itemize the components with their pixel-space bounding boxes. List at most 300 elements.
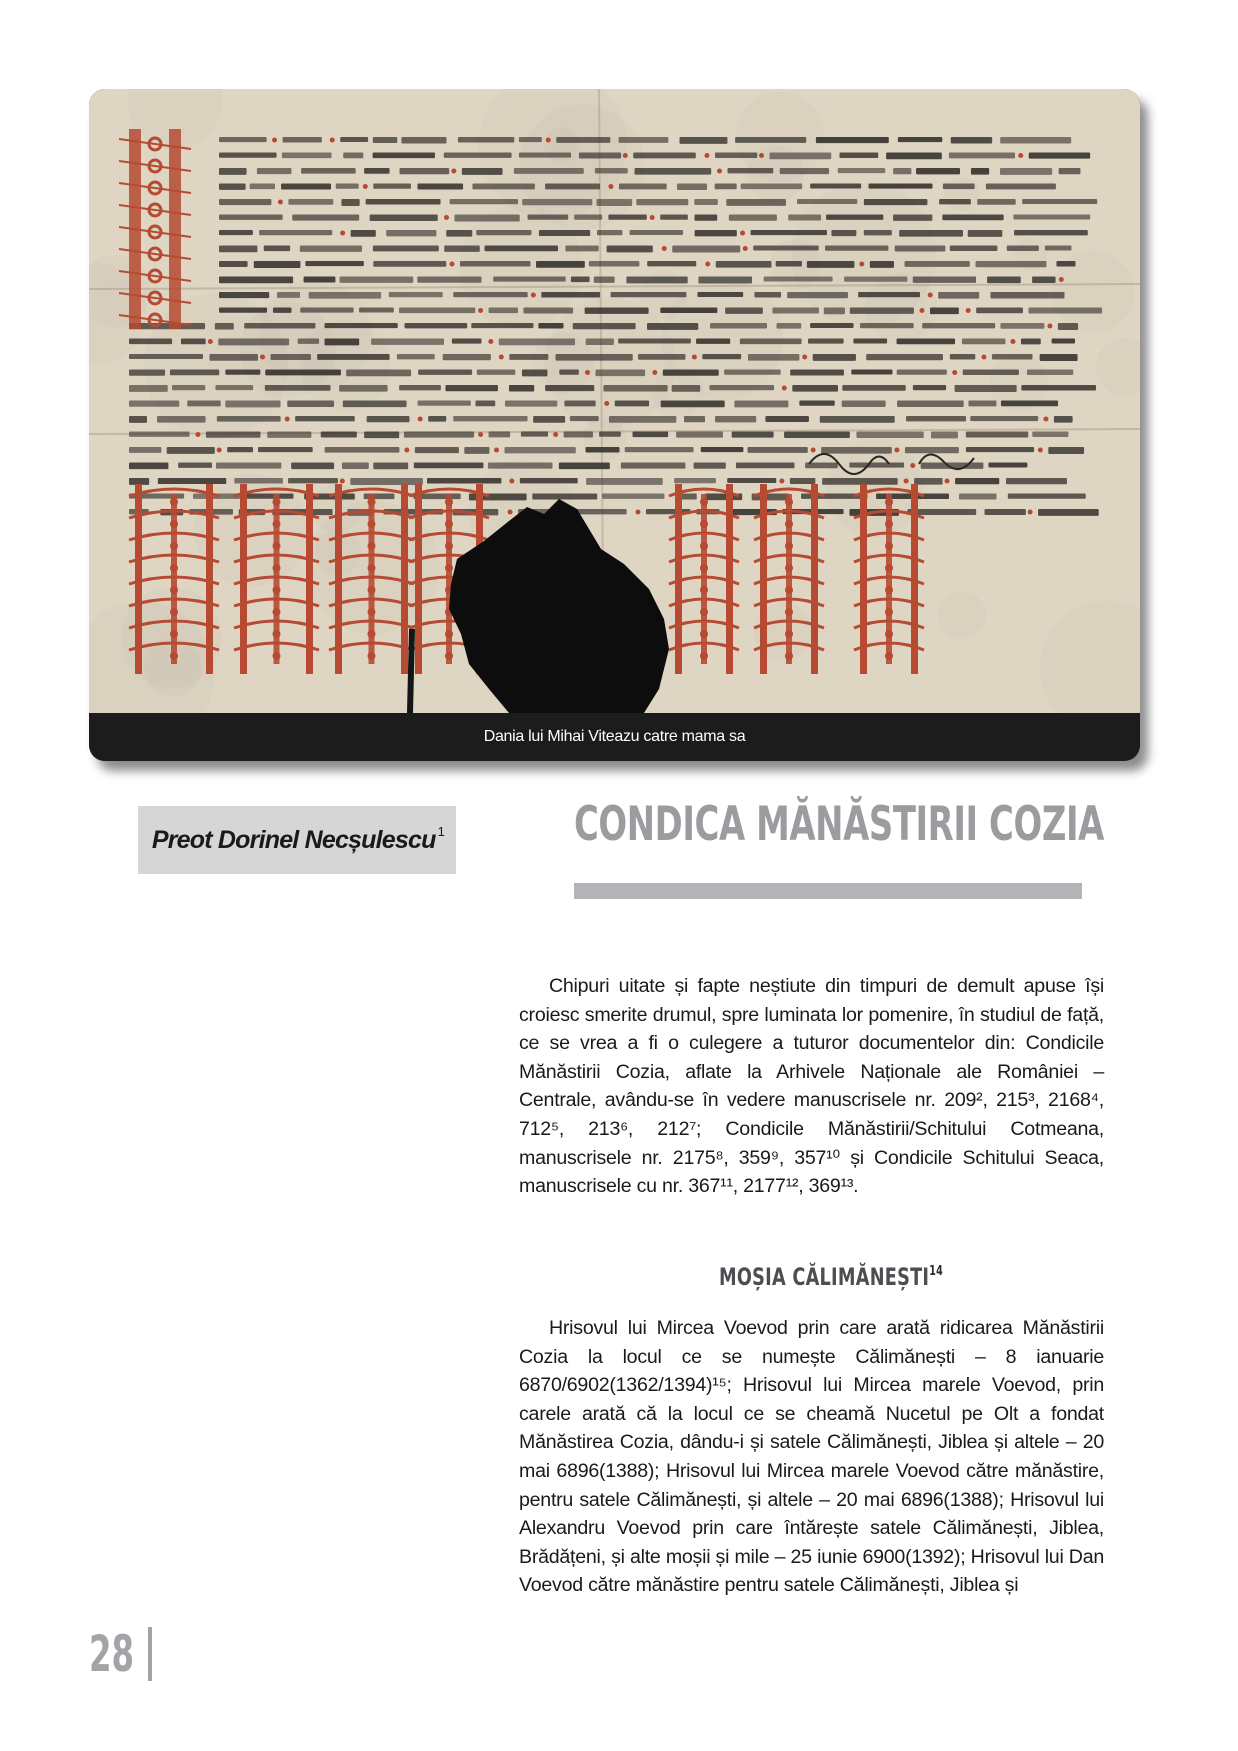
red-punctuation <box>966 308 971 313</box>
script-word <box>1001 401 1058 407</box>
script-word <box>539 230 590 236</box>
red-punctuation <box>340 231 345 236</box>
script-word <box>611 292 687 297</box>
red-punctuation <box>418 417 423 422</box>
red-punctuation <box>330 138 335 143</box>
script-word <box>966 447 1034 452</box>
script-word <box>638 354 685 360</box>
monogram-dot <box>785 498 793 506</box>
script-word <box>602 494 664 499</box>
script-word <box>504 447 575 453</box>
script-word <box>893 168 911 174</box>
monogram-dot <box>785 542 793 550</box>
script-word <box>458 137 514 143</box>
script-word <box>663 370 719 376</box>
monogram-dot <box>700 608 708 616</box>
script-word <box>364 168 389 174</box>
script-word <box>905 447 959 453</box>
script-word <box>619 184 667 190</box>
red-punctuation <box>608 184 613 189</box>
script-word <box>499 339 575 346</box>
script-word <box>955 478 999 484</box>
red-punctuation <box>285 417 290 422</box>
script-word <box>1021 385 1096 390</box>
script-word <box>930 308 959 315</box>
monogram-dot <box>885 608 893 616</box>
monogram-stem <box>701 494 707 664</box>
script-word <box>399 308 475 314</box>
script-word <box>955 385 1017 392</box>
red-punctuation <box>811 448 816 453</box>
red-punctuation <box>478 308 483 313</box>
script-word <box>916 168 960 174</box>
script-word <box>897 339 955 345</box>
monogram-dot <box>170 498 178 506</box>
script-word <box>336 184 359 189</box>
script-word <box>417 184 463 190</box>
script-word <box>1008 494 1086 499</box>
script-word <box>417 277 481 283</box>
script-word <box>523 308 573 314</box>
script-word <box>129 385 168 392</box>
red-punctuation <box>478 432 483 437</box>
script-word <box>734 401 788 408</box>
monogram-dot <box>785 608 793 616</box>
script-word <box>677 184 707 190</box>
monogram-dot <box>273 520 281 528</box>
script-word <box>808 339 844 344</box>
script-word <box>660 308 717 313</box>
script-word <box>609 416 676 423</box>
monogram-dot <box>885 564 893 572</box>
script-word <box>1054 416 1073 423</box>
monogram-dot <box>368 564 376 572</box>
script-word <box>913 385 946 390</box>
script-word <box>341 199 359 206</box>
script-word <box>522 199 592 205</box>
script-word <box>295 416 355 421</box>
script-word <box>129 416 147 423</box>
script-word <box>373 261 446 267</box>
script-word <box>725 308 763 314</box>
script-word <box>943 184 975 190</box>
script-word <box>820 416 895 423</box>
script-word <box>661 401 725 408</box>
script-word <box>672 385 701 392</box>
script-word <box>810 184 861 189</box>
script-word <box>1027 370 1073 375</box>
script-word <box>471 323 533 328</box>
monogram-dot <box>273 630 281 638</box>
script-word <box>618 339 691 344</box>
script-word <box>216 463 281 469</box>
article-title: CONDICA MĂNĂSTIRII COZIA <box>574 797 1104 852</box>
page-number: 28 <box>89 1625 135 1683</box>
script-word <box>452 339 482 344</box>
script-word <box>343 401 407 408</box>
script-word <box>453 416 527 421</box>
script-word <box>350 478 423 485</box>
monogram-dot <box>170 586 178 594</box>
script-word <box>475 401 495 407</box>
script-word <box>219 277 293 284</box>
script-word <box>210 354 258 361</box>
script-word <box>765 416 808 422</box>
script-word <box>1028 308 1102 314</box>
monogram-stem <box>369 494 375 664</box>
script-word <box>1059 168 1081 174</box>
red-punctuation <box>494 448 499 453</box>
author-name-text: Preot Dorinel Necșulescu <box>151 826 436 854</box>
script-word <box>709 385 774 390</box>
script-word <box>950 246 998 251</box>
script-word <box>399 385 441 390</box>
script-word <box>234 478 283 483</box>
script-word <box>899 230 963 237</box>
monogram-dot <box>785 586 793 594</box>
script-word <box>1029 153 1090 159</box>
red-punctuation <box>208 339 213 344</box>
manuscript-figure <box>89 89 1140 761</box>
script-word <box>167 447 215 454</box>
script-word <box>287 401 334 408</box>
script-word <box>860 323 914 328</box>
script-word <box>129 432 190 437</box>
script-word <box>931 432 958 439</box>
script-word <box>694 463 726 469</box>
script-word <box>227 447 253 452</box>
red-punctuation <box>635 510 640 515</box>
script-word <box>698 277 752 284</box>
script-word <box>215 385 253 390</box>
red-punctuation <box>650 215 655 220</box>
script-word <box>519 153 571 158</box>
script-word <box>464 447 489 454</box>
red-punctuation <box>704 153 709 158</box>
script-word <box>1058 323 1078 330</box>
script-word <box>853 339 887 344</box>
monogram-dot <box>885 520 893 528</box>
red-punctuation <box>894 448 899 453</box>
script-word <box>219 184 246 190</box>
script-word <box>541 292 600 298</box>
script-word <box>647 323 698 330</box>
red-punctuation <box>1043 417 1048 422</box>
script-word <box>532 494 597 500</box>
monogram-dot <box>170 630 178 638</box>
script-word <box>444 153 512 158</box>
script-word <box>304 277 336 283</box>
script-word <box>1013 215 1090 220</box>
script-word <box>291 463 334 470</box>
script-word <box>748 354 799 361</box>
red-punctuation <box>910 463 915 468</box>
script-word <box>603 385 667 391</box>
monogram-dot <box>170 564 178 572</box>
monogram-dot <box>445 498 453 506</box>
red-punctuation <box>743 246 748 251</box>
script-word <box>1038 509 1099 516</box>
monogram-stem <box>274 494 280 664</box>
script-word <box>990 292 1064 299</box>
script-word <box>373 184 411 189</box>
script-word <box>373 463 408 470</box>
script-word <box>715 184 737 190</box>
script-word <box>446 230 472 237</box>
script-word <box>586 478 663 485</box>
script-word <box>219 292 269 298</box>
monogram-dot <box>885 652 893 660</box>
script-word <box>170 370 219 376</box>
script-word <box>225 401 280 408</box>
script-word <box>250 184 275 190</box>
script-word <box>462 168 503 175</box>
script-word <box>339 385 387 392</box>
section-heading <box>719 1254 943 1290</box>
script-word <box>445 385 498 391</box>
page-number-divider <box>148 1627 152 1681</box>
script-word <box>949 153 1015 159</box>
script-word <box>729 215 777 221</box>
script-word <box>831 230 856 236</box>
script-word <box>594 277 615 283</box>
script-word <box>129 478 149 485</box>
script-word <box>1022 199 1097 204</box>
script-word <box>897 401 964 408</box>
script-word <box>359 308 394 313</box>
script-word <box>225 370 260 375</box>
script-word <box>776 261 802 267</box>
script-word <box>460 261 530 266</box>
section-footnote: 14 <box>929 1264 944 1279</box>
monogram-dot <box>273 498 281 506</box>
script-word <box>968 401 996 407</box>
script-word <box>400 168 450 174</box>
script-word <box>870 261 894 268</box>
script-word <box>842 385 905 391</box>
script-word <box>824 308 845 315</box>
script-word <box>913 277 976 283</box>
script-word <box>740 339 802 345</box>
script-word <box>373 246 439 252</box>
script-word <box>715 153 757 158</box>
script-word <box>938 292 979 299</box>
red-punctuation <box>759 153 764 158</box>
monogram-dot <box>368 652 376 660</box>
script-word <box>724 370 781 375</box>
script-word <box>244 323 315 328</box>
script-word <box>219 137 267 142</box>
script-word <box>951 137 992 144</box>
monogram-dot <box>273 586 281 594</box>
script-word <box>905 261 970 267</box>
script-word <box>1000 168 1052 175</box>
monogram-dot <box>700 630 708 638</box>
script-word <box>825 246 888 251</box>
script-word <box>790 370 844 376</box>
script-word <box>265 370 341 376</box>
red-punctuation <box>919 308 924 313</box>
script-word <box>129 354 203 359</box>
intro-paragraph: Chipuri uitate și fapte neștiute din timpuri de demult apuse își croiesc smerite drumul, spre luminata lor pomenire, în studiul de față, ce se vrea a fi o culegere a tuturor documentelor din: Condicile Mănăstirii Cozia, aflate la Arhivele Naționale ale României – Centrale, avându-se în vedere manuscrisele nr. 209², 215³, 2168⁴, 712⁵, 213⁶, 212⁷; Condicile Mănăstirii/Schitului Cotmeana, manuscrisele nr. 2175⁸, 359⁹, 357¹⁰ și Condicile Schitului Seaca, manuscrisele cu nr. 367¹¹, 2177¹², 369¹³. <box>519 975 1104 1198</box>
script-word <box>1040 354 1078 361</box>
script-word <box>626 277 687 284</box>
script-word <box>596 199 632 206</box>
script-word <box>325 447 400 453</box>
script-word <box>129 370 165 376</box>
script-word <box>574 215 602 220</box>
script-word <box>342 463 369 470</box>
script-word <box>615 401 649 407</box>
script-word <box>701 447 744 452</box>
script-word <box>735 137 806 143</box>
script-word <box>741 184 802 190</box>
script-word <box>986 184 1056 190</box>
script-word <box>647 261 696 266</box>
script-word <box>271 354 311 360</box>
script-word <box>206 432 261 438</box>
script-word <box>970 416 1038 421</box>
script-word <box>418 370 472 375</box>
monogram-stem <box>886 494 892 664</box>
script-word <box>747 447 807 453</box>
script-word <box>950 354 975 360</box>
script-word <box>864 230 892 235</box>
monogram-dot <box>170 652 178 660</box>
red-punctuation <box>260 355 265 360</box>
red-punctuation <box>1038 448 1043 453</box>
script-word <box>784 432 850 439</box>
monogram-dot <box>700 542 708 550</box>
script-word <box>454 215 519 222</box>
red-punctuation <box>652 370 657 375</box>
script-word <box>1006 478 1067 484</box>
script-word <box>219 261 248 267</box>
section-heading-text: MOȘIA CĂLIMĂNEȘTI <box>719 1263 930 1291</box>
script-word <box>300 246 362 252</box>
monogram-dot <box>273 542 281 550</box>
script-word <box>968 230 1003 237</box>
script-word <box>780 168 829 174</box>
script-word <box>477 370 516 375</box>
script-word <box>821 447 892 454</box>
script-word <box>589 261 640 266</box>
script-word <box>571 277 590 283</box>
script-word <box>893 215 932 221</box>
red-punctuation <box>546 138 551 143</box>
script-word <box>427 478 501 484</box>
script-word <box>777 323 802 329</box>
script-word <box>219 246 257 253</box>
script-word <box>985 509 1026 515</box>
script-word <box>732 432 774 438</box>
script-word <box>728 168 774 173</box>
script-word <box>172 385 205 390</box>
script-word <box>866 354 943 360</box>
script-word <box>726 199 786 206</box>
red-punctuation <box>488 339 493 344</box>
script-word <box>895 246 946 252</box>
script-word <box>414 463 484 469</box>
script-word <box>676 432 723 438</box>
script-word <box>509 354 548 360</box>
script-word <box>840 153 879 158</box>
monogram-dot <box>170 520 178 528</box>
red-punctuation <box>717 169 722 174</box>
script-word <box>401 137 446 143</box>
script-word <box>538 323 563 329</box>
red-punctuation <box>945 479 950 484</box>
script-word <box>545 385 594 391</box>
script-word <box>586 447 620 453</box>
script-word <box>962 339 1005 345</box>
red-punctuation <box>981 355 986 360</box>
script-word <box>325 323 398 328</box>
script-word <box>346 370 411 377</box>
script-word <box>277 292 300 298</box>
script-word <box>1014 230 1088 235</box>
script-word <box>397 354 435 359</box>
monogram-dot <box>368 630 376 638</box>
red-punctuation <box>604 401 609 406</box>
script-word <box>187 401 220 407</box>
script-word <box>257 168 292 174</box>
figure-caption: Dania lui Mihai Viteazu catre mama sa <box>89 713 1140 761</box>
script-word <box>325 339 360 346</box>
script-word <box>976 308 1023 314</box>
script-word <box>787 292 848 298</box>
script-word <box>838 168 885 173</box>
script-word <box>595 370 645 377</box>
monogram-dot <box>885 542 893 550</box>
script-word <box>367 416 410 422</box>
script-word <box>254 261 301 268</box>
script-word <box>886 153 942 160</box>
script-word <box>1000 323 1044 329</box>
script-word <box>373 153 435 159</box>
red-punctuation <box>782 386 787 391</box>
script-word <box>536 261 585 268</box>
script-word <box>788 215 821 221</box>
script-word <box>914 478 942 485</box>
monogram-dot <box>700 652 708 660</box>
red-punctuation <box>740 231 745 236</box>
script-word <box>1007 246 1039 251</box>
red-punctuation <box>451 169 456 174</box>
script-word <box>971 168 989 175</box>
script-word <box>797 199 857 204</box>
script-word <box>298 339 319 344</box>
script-word <box>988 463 1027 468</box>
script-word <box>178 463 212 468</box>
script-word <box>219 230 253 235</box>
script-word <box>754 292 781 297</box>
monogram-stem <box>171 494 177 664</box>
script-word <box>282 153 332 159</box>
script-word <box>158 478 226 484</box>
script-word <box>181 339 206 345</box>
script-word <box>219 215 283 220</box>
script-word <box>597 230 622 235</box>
red-punctuation <box>531 293 536 298</box>
script-word <box>976 261 1047 267</box>
monogram-dot <box>273 564 281 572</box>
script-word <box>404 432 474 438</box>
script-word <box>259 230 332 235</box>
script-word <box>842 401 886 408</box>
script-word <box>851 370 892 375</box>
monogram-dot <box>368 586 376 594</box>
